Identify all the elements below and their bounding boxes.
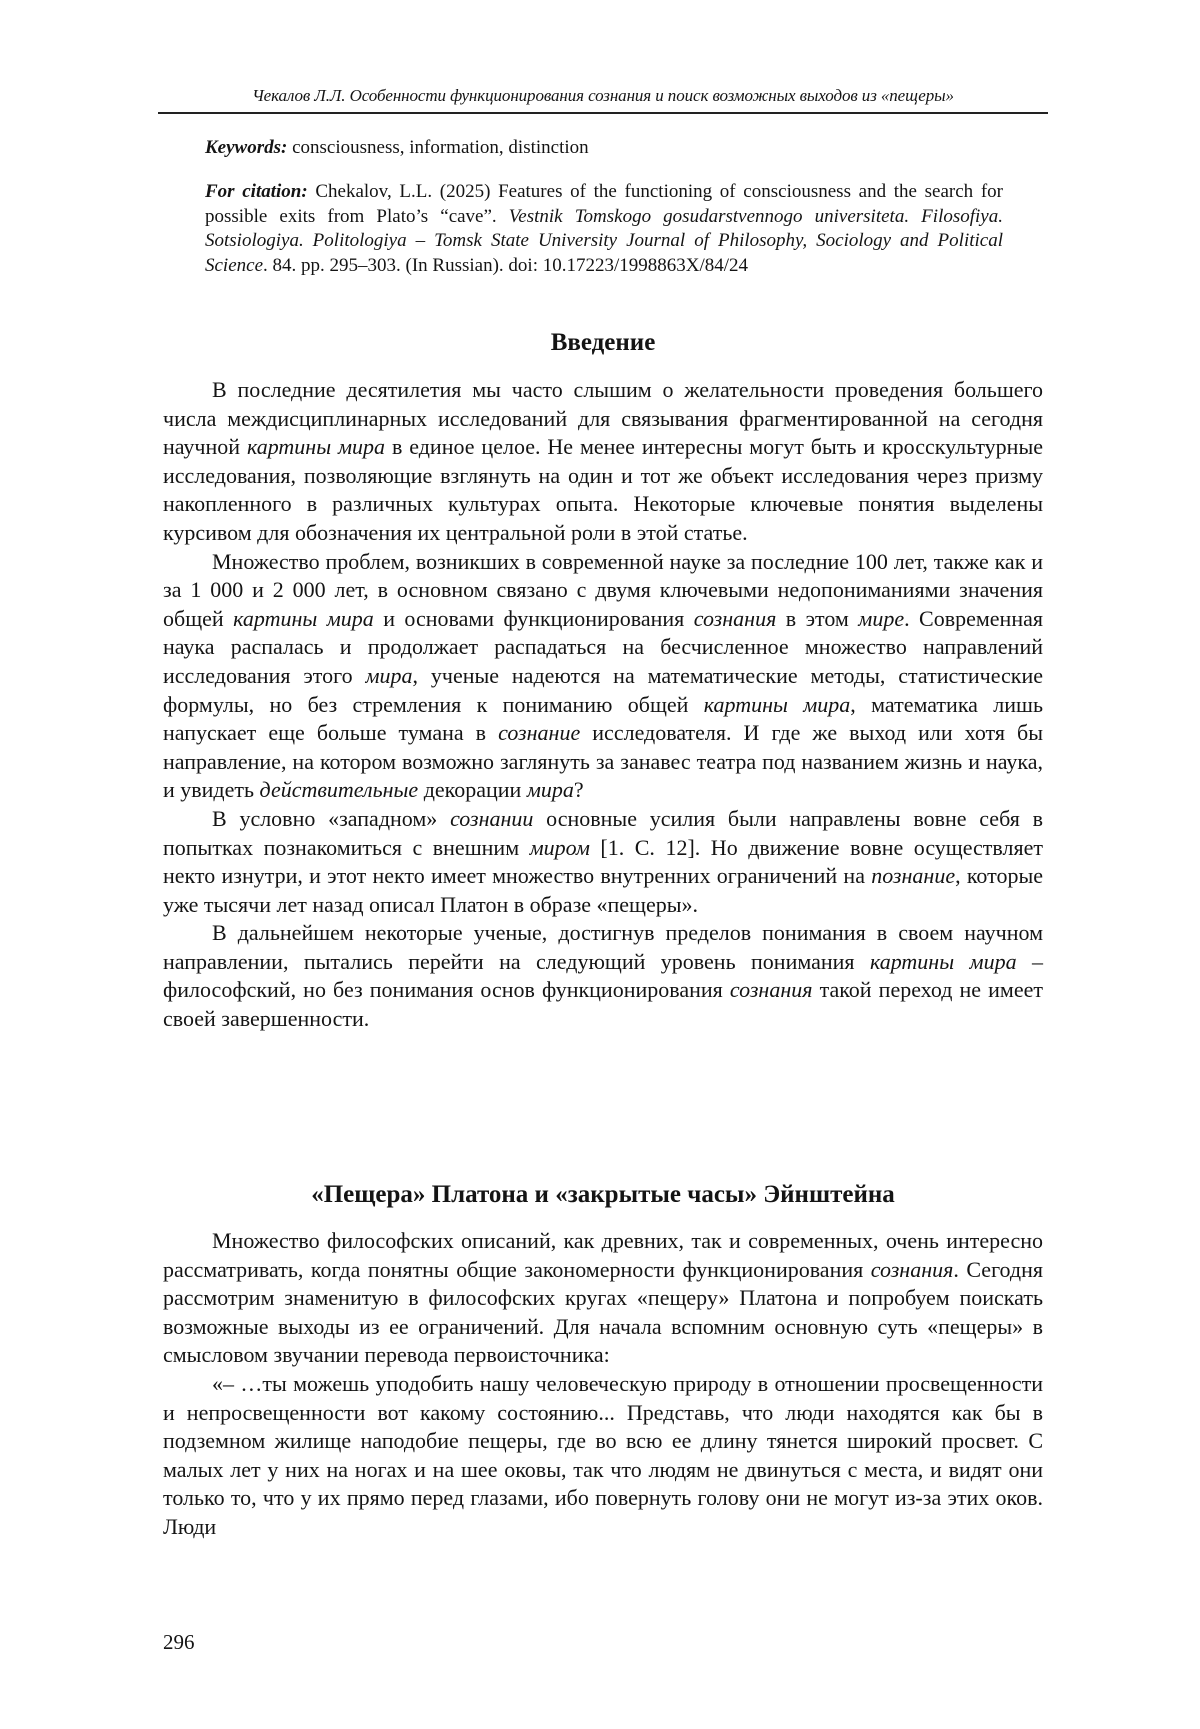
keywords-line xyxy=(205,136,1003,161)
text-run: В дальнейшем некоторые ученые, достигнув пределов понимания в своем научном направлении, пытались перейти на следующий уровень понимания xyxy=(163,920,1043,974)
text-run: В условно «западном» xyxy=(212,805,451,831)
section-introduction-body xyxy=(163,376,1043,1034)
citation-block xyxy=(205,180,1003,278)
header-rule xyxy=(158,112,1048,114)
italic-term: картины мира xyxy=(703,691,851,717)
quote-paragraph: «– …ты можешь уподобить нашу человеческую природу в отношении просвещенности и непросвещенности вот какому состоянию... Представь, что люди находятся как бы в подземном жилище наподобие пещеры, где во всю ее длину тянется широкий просвет. С малых лет у них на ногах и на шее оковы, так что людям не двинуться с места, и видят они только то, что у их прямо перед глазами, ибо повернуть голову они не могут из-за этих оков. Люди xyxy=(163,1370,1043,1539)
text-run: – философский, но без понимания основ функционирования xyxy=(163,948,1043,1003)
italic-term: познание xyxy=(871,863,956,889)
italic-term: сознания xyxy=(729,977,813,1003)
italic-term: картины мира xyxy=(246,434,386,460)
italic-term: действительные xyxy=(259,777,419,803)
italic-term: картины мира xyxy=(233,605,374,631)
italic-term: сознании xyxy=(450,805,534,831)
text-run: , ученые надеются на математические методы, статистические формулы, но без стремления к пониманию общей xyxy=(163,662,1043,717)
text-run: исследователя. И где же выход или хотя бы направление, на котором возможно заглянуть за занавес театра под названием жизнь и наука, и увидеть xyxy=(163,720,1044,803)
paragraph xyxy=(163,919,1043,1033)
text-run: Множество философских описаний, как древних, так и современных, очень интересно рассматривать, когда понятны общие закономерности функционирования xyxy=(163,1228,1043,1282)
citation-text: Chekalov, L.L. (2025) Features of the functioning of consciousness and the search for possible exits from Plato’s “cave”. xyxy=(205,181,1003,227)
italic-term: мира xyxy=(365,662,413,688)
section-title-plato-cave: «Пещера» Платона и «закрытые часы» Эйнштейна xyxy=(311,1181,895,1208)
paragraph xyxy=(163,805,1043,919)
text-run: , математика лишь напускает еще больше тумана в xyxy=(163,691,1043,746)
section-plato-cave-body xyxy=(163,1227,1043,1542)
text-run: . Сегодня рассмотрим знаменитую в философских кругах «пещеру» Платона и попробуем поискать возможные выходы из ее ограничений. Для начала вспомним основную суть «пещеры» в смысловом звучании перевода первоисточника: xyxy=(163,1256,1043,1368)
text-run: в единое целое. Не менее интересны могут быть и кросскультурные исследования, позволяющие взглянуть на один и тот же объект исследования через призму накопленного в различных культурах опыта. Некоторые ключевые понятия выделены курсивом для обозначения их центральной роли в этой статье. xyxy=(163,434,1043,545)
text-run: декорации xyxy=(418,777,527,803)
text-run: такой переход не имеет своей завершенности. xyxy=(163,977,1043,1032)
paragraph xyxy=(163,548,1043,805)
italic-term: сознания xyxy=(870,1256,954,1282)
text-run: и основами функционирования xyxy=(373,605,694,631)
italic-term: сознание xyxy=(498,720,581,746)
paragraph xyxy=(163,376,1043,548)
text-run: В последние десятилетия мы часто слышим о желательности проведения большего числа междисциплинарных исследований для связывания фрагментированной на сегодня научной xyxy=(163,377,1043,460)
keywords-label: Keywords: xyxy=(205,137,288,158)
keywords-value: consciousness, information, distinction xyxy=(287,137,589,158)
page-number: 296 xyxy=(163,1630,195,1654)
italic-term: сознания xyxy=(693,605,777,631)
section-title-introduction: Введение xyxy=(550,329,656,356)
paragraph xyxy=(163,1227,1043,1370)
citation-label: For citation: xyxy=(205,181,308,202)
citation-details: . 84. pp. 295–303. (In Russian). doi: 10.17223/1998863X/84/24 xyxy=(263,254,749,276)
running-head: Чекалов Л.Л. Особенности функционирования сознания и поиск возможных выходов из «пещеры» xyxy=(252,86,954,105)
italic-term: мире xyxy=(858,605,905,631)
citation-journal: Vestnik Tomskogo gosudarstvennogo universiteta. Filosofiya. Sotsiologiya. Politologiya – Tomsk State University Journal of Philosophy, Sociology and Political Science xyxy=(205,205,1003,276)
text-run: в этом xyxy=(776,605,859,631)
text-run: , которые уже тысячи лет назад описал Платон в образе «пещеры». xyxy=(163,863,1043,917)
italic-term: картины мира xyxy=(869,948,1017,974)
text-run: основные усилия были направлены вовне себя в попытках познакомиться с внешним xyxy=(163,805,1043,860)
text-run: . Современная наука распалась и продолжает распадаться на бесчисленное множество направлений исследования этого xyxy=(163,605,1043,688)
text-run: Множество проблем, возникших в современной науке за последние 100 лет, также как и за 1 000 и 2 000 лет, в основном связано с двумя ключевыми недопониманиями значения общей xyxy=(163,548,1043,631)
italic-term: миром xyxy=(529,834,590,860)
text-run: ? xyxy=(573,777,584,803)
italic-term: мира xyxy=(526,777,574,803)
text-run: [1. С. 12]. Но движение вовне осуществляет некто изнутри, и этот некто имеет множество внутренних ограничений на xyxy=(163,834,1043,889)
